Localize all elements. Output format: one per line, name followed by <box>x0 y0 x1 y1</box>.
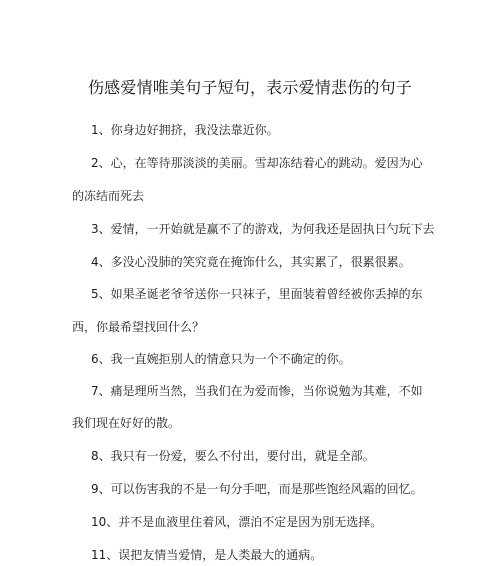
list-item: 2、心，在等待那淡淡的美丽。雪却冻结着心的跳动。爱因为心 <box>91 156 423 170</box>
page-title: 伤感爱情唯美句子短句，表示爱情悲伤的句子 <box>87 78 412 97</box>
list-item: 7、痛是理所当然，当我们在为爱而惨，当你说勉为其难，不如 <box>91 384 423 398</box>
list-item-continuation: 西，你最希望找回什么？ <box>72 320 205 334</box>
list-item: 11、误把友情当爱情，是人类最大的通病。 <box>91 548 323 562</box>
list-item: 8、我只有一份爱，要么不付出，要付出，就是全部。 <box>91 449 375 463</box>
list-item-continuation: 的冻结而死去 <box>72 189 145 203</box>
list-item: 10、并不是血液里住着风，漂泊不定是因为别无选择。 <box>91 515 383 529</box>
list-item: 4、多没心没肺的笑究竟在掩饰什么，其实累了，很累很累。 <box>91 255 411 269</box>
list-item: 9、可以伤害我的不是一句分手吧，而是那些饱经风霜的回忆。 <box>91 482 423 496</box>
list-item: 6、我一直婉拒别人的情意只为一个不确定的你。 <box>91 352 351 366</box>
list-item: 3、爱情，一开始就是赢不了的游戏，为何我还是固执日勺玩下去 <box>91 222 435 236</box>
list-item-continuation: 我们现在好好的散。 <box>72 416 181 430</box>
list-item: 1、你身边好拥挤，我没法靠近你。 <box>91 123 279 137</box>
list-item: 5、如果圣诞老爷爷送你一只袜子，里面装着曾经被你丢掉的东 <box>91 287 423 301</box>
